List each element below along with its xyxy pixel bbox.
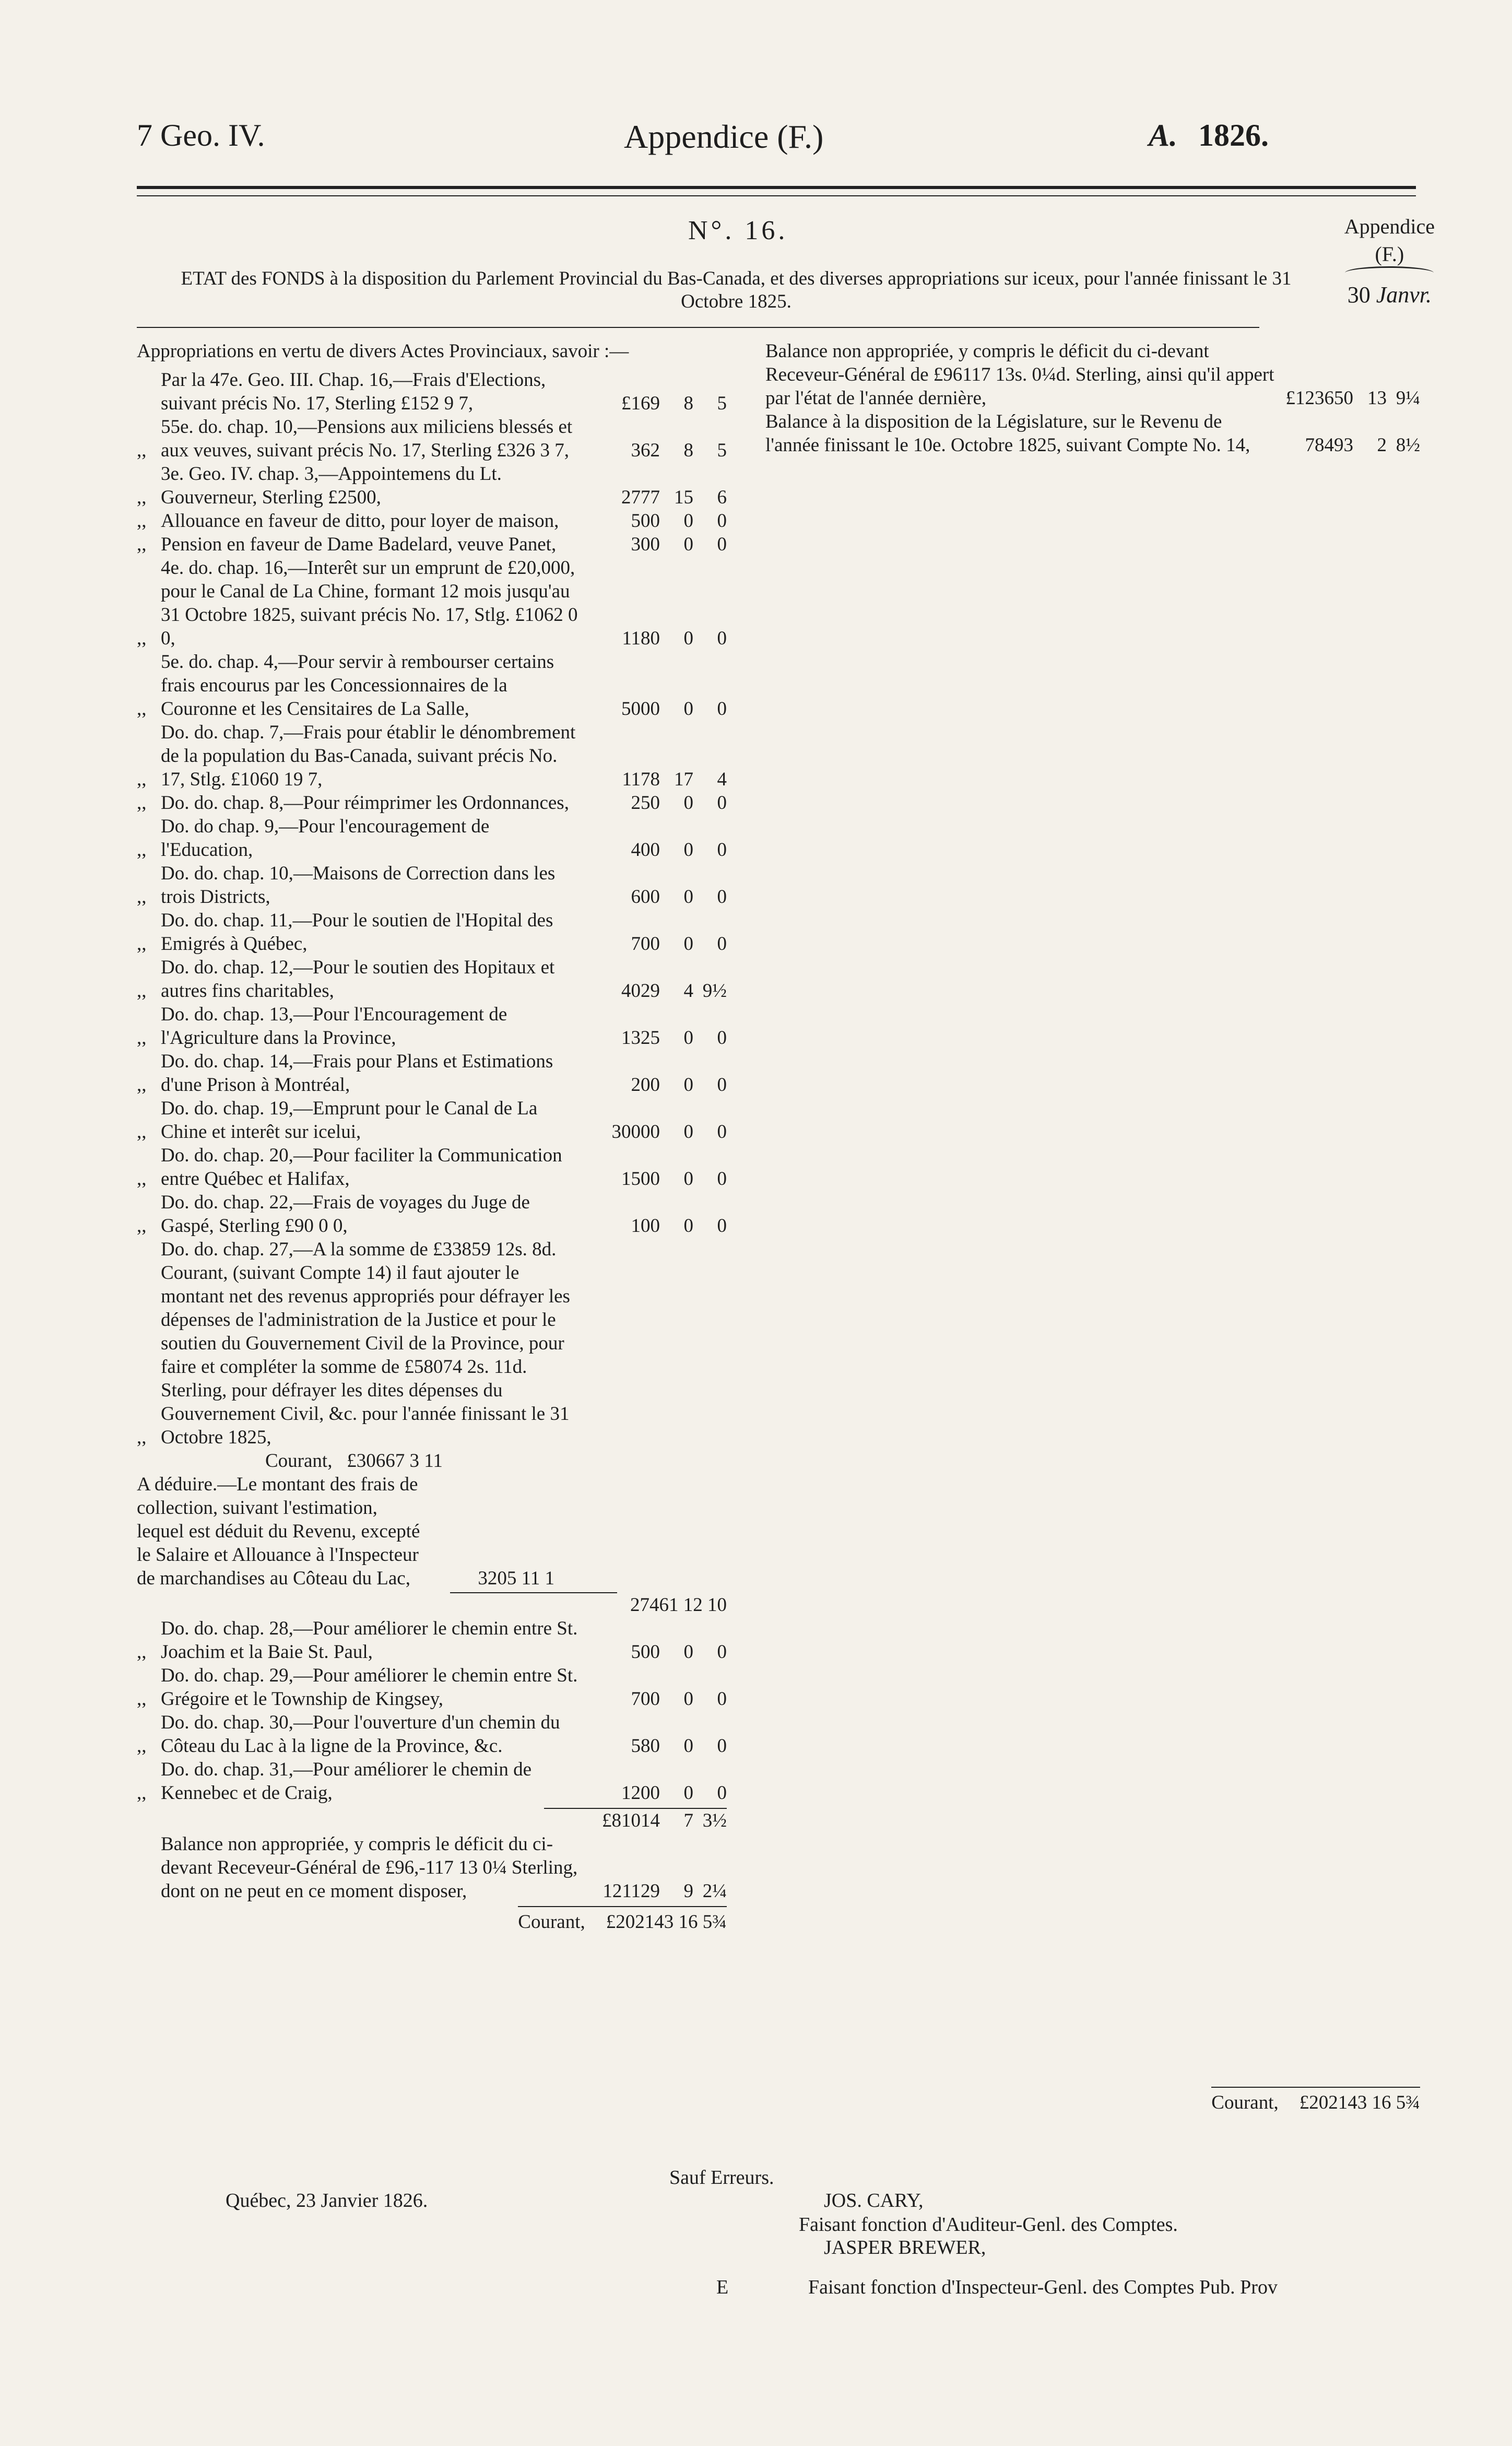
appropriation-list bbox=[137, 368, 727, 1238]
item-amount: 1500 0 0 bbox=[621, 1168, 727, 1190]
item-description: Do. do. chap. 20,—Pour faciliter la Communication entre Québec et Halifax, bbox=[161, 1145, 562, 1190]
deduction-amount: 3205 11 1 bbox=[478, 1568, 554, 1589]
list-item: ,, Do. do. chap. 22,—Frais de voyages du Juge de Gaspé, Sterling £90 0 0, 100 0 0 bbox=[137, 1192, 727, 1237]
item-amount: 5000 0 0 bbox=[621, 698, 727, 720]
item-amount: 500 0 0 bbox=[631, 510, 727, 532]
item-amount: 250 0 0 bbox=[631, 792, 727, 814]
document-number: N°. 16. bbox=[688, 216, 788, 245]
list-item: ,, 55e. do. chap. 10,—Pensions aux miliciens blessés et aux veuves, suivant précis No. 17, Sterling £326 3 7, 362 8 5 bbox=[137, 416, 727, 461]
chap27-courant: Courant, £30667 3 11 bbox=[265, 1450, 443, 1472]
signer-name-2: JASPER BREWER, bbox=[824, 2237, 986, 2259]
item-description: Balance non appropriée, y compris le déficit du ci-devant Receveur-Général de £96117 13s. 0¼d. Sterling, ainsi qu'il appert par l'état de l'année dernière, bbox=[765, 340, 1274, 409]
item-description: Do. do. chap. 29,—Pour améliorer le chemin entre St. Grégoire et le Township de Kingsey, bbox=[161, 1665, 578, 1710]
header-year-block bbox=[1149, 117, 1269, 154]
item-description: Do. do. chap. 22,—Frais de voyages du Juge de Gaspé, Sterling £90 0 0, bbox=[161, 1192, 530, 1237]
item-description: Do. do chap. 9,—Pour l'encouragement de l'Education, bbox=[161, 816, 490, 861]
list-item: ,, Do. do. chap. 29,—Pour améliorer le chemin entre St. Grégoire et le Township de Kingsey, 700 0 0 bbox=[137, 1665, 727, 1710]
list-item: ,, Do. do chap. 9,—Pour l'encouragement de l'Education, 400 0 0 bbox=[137, 816, 727, 861]
list-item: ,, 5e. do. chap. 4,—Pour servir à rembourser certains frais encourus par les Concessionnaires de la Couronne et les Censitaires de La Salle, 5000 0 0 bbox=[137, 651, 727, 720]
item-amount: £169 8 5 bbox=[621, 393, 727, 414]
list-item: ,, Pension en faveur de Dame Badelard, veuve Panet, 300 0 0 bbox=[137, 534, 727, 555]
right-total-amount: £202143 16 5¾ bbox=[1299, 2092, 1420, 2113]
total-rule-right bbox=[1211, 2087, 1420, 2088]
appropriations-intro: Appropriations en vertu de divers Actes Provinciaux, savoir :— bbox=[137, 340, 629, 362]
header-year: 1826. bbox=[1198, 118, 1269, 152]
errors-note: Sauf Erreurs. bbox=[669, 2167, 774, 2189]
list-item: ,, Do. do. chap. 30,—Pour l'ouverture d'un chemin du Côteau du Lac à la ligne de la Province, &c. 580 0 0 bbox=[137, 1712, 727, 1757]
item-description: 4e. do. chap. 16,—Interêt sur un emprunt de £20,000, pour le Canal de La Chine, formant 12 mois jusqu'au 31 Octobre 1825, suivant précis No. 17, Stlg. £1062 0 0, bbox=[161, 557, 578, 649]
title-rule bbox=[137, 327, 1259, 328]
list-item bbox=[741, 339, 1420, 410]
side-note-brace bbox=[1345, 266, 1434, 279]
chap27-entry bbox=[137, 1238, 727, 1617]
item-description: Do. do. chap. 13,—Pour l'Encouragement de l'Agriculture dans la Province, bbox=[161, 1004, 507, 1049]
item-amount: 1200 0 0 bbox=[621, 1782, 727, 1804]
document-title: ETAT des FONDS à la disposition du Parlement Provincial du Bas-Canada, et des diverses appropriations sur iceux, pour l'année finissant le 31 Octobre 1825. bbox=[181, 268, 1292, 312]
right-total-block bbox=[898, 2084, 1420, 2114]
list-item: ,, Do. do. chap. 20,—Pour faciliter la Communication entre Québec et Halifax, 1500 0 0 bbox=[137, 1145, 727, 1190]
appropriation-list-2 bbox=[137, 1617, 727, 1805]
item-description: Do. do. chap. 7,—Frais pour établir le dénombrement de la population du Bas-Canada, suivant précis No. 17, Stlg. £1060 19 7, bbox=[161, 722, 576, 790]
chap27-net-amount: 27461 12 10 bbox=[630, 1594, 727, 1616]
deduction-block bbox=[137, 1473, 727, 1617]
balance-text: Balance non appropriée, y compris le déficit du ci-devant Receveur-Général de £96,-117 13 0¼ Sterling, dont on ne peut en ce moment disposer, bbox=[161, 1833, 578, 1902]
chap27-text: Do. do. chap. 27,—A la somme de £33859 12s. 8d. Courant, (suivant Compte 14) il faut ajouter le montant net des revenus appropriés pour défrayer les dépenses de l'administration de la Justice et pour le soutien du Gouvernement Civil de la Province, pour faire et compléter la somme de £58074 2s. 11d. Sterling, pour défrayer les dites dépenses du Gouvernement Civil, &c. pour l'année finissant le 31 Octobre 1825, bbox=[161, 1239, 570, 1448]
list-item: ,, Do. do. chap. 19,—Emprunt pour le Canal de La Chine et interêt sur icelui, 30000 0 0 bbox=[137, 1098, 727, 1143]
signer-role-1: Faisant fonction d'Auditeur-Genl. des Comptes. bbox=[799, 2214, 1178, 2236]
header-rule-thick bbox=[137, 186, 1416, 189]
item-amount: 78493 2 8½ bbox=[1305, 434, 1420, 456]
list-item bbox=[741, 410, 1420, 457]
item-description: Do. do. chap. 19,—Emprunt pour le Canal de La Chine et interêt sur icelui, bbox=[161, 1098, 538, 1143]
list-item: ,, Do. do. chap. 11,—Pour le soutien de l'Hopital des Emigrés à Québec, 700 0 0 bbox=[137, 910, 727, 955]
item-amount: 500 0 0 bbox=[631, 1641, 727, 1663]
signer-name-1: JOS. CARY, bbox=[824, 2190, 924, 2212]
item-amount: 600 0 0 bbox=[631, 886, 727, 908]
item-description: 55e. do. chap. 10,—Pensions aux miliciens blessés et aux veuves, suivant précis No. 17, Sterling £326 3 7, bbox=[161, 416, 573, 461]
list-item: ,, 4e. do. chap. 16,—Interêt sur un emprunt de £20,000, pour le Canal de La Chine, formant 12 mois jusqu'au 31 Octobre 1825, suivant précis No. 17, Stlg. £1062 0 0, 1180 0 0 bbox=[137, 557, 727, 649]
list-item bbox=[137, 368, 727, 415]
header-appendix: Appendice (F.) bbox=[624, 118, 824, 155]
item-description: Do. do. chap. 30,—Pour l'ouverture d'un chemin du Côteau du Lac à la ligne de la Province, &c. bbox=[161, 1712, 560, 1757]
item-amount: 580 0 0 bbox=[631, 1735, 727, 1757]
left-total-row: Courant, £202143 16 5¾ bbox=[518, 1911, 727, 1933]
side-note bbox=[1344, 214, 1435, 308]
list-item: ,, Do. do. chap. 10,—Maisons de Correction dans les trois Districts, 600 0 0 bbox=[137, 863, 727, 908]
side-note-date: 30 Janvr. bbox=[1347, 282, 1432, 308]
list-item: ,, Do. do. chap. 31,—Pour améliorer le chemin de Kennebec et de Craig, 1200 0 0 bbox=[137, 1759, 727, 1804]
item-amount: 200 0 0 bbox=[631, 1074, 727, 1096]
item-amount: 30000 0 0 bbox=[611, 1121, 727, 1143]
item-amount: 1180 0 0 bbox=[622, 628, 727, 649]
deduction-text: A déduire.—Le montant des frais de collection, suivant l'estimation, lequel est déduit du Revenu, excepté le Salaire et Allouance à l'Inspecteur de marchandises au Côteau du Lac, bbox=[137, 1474, 420, 1589]
list-item: ,, Allouance en faveur de ditto, pour loyer de maison, 500 0 0 bbox=[137, 510, 727, 532]
list-item: ,, Do. do. chap. 8,—Pour réimprimer les Ordonnances, 250 0 0 bbox=[137, 792, 727, 814]
list-item: ,, Do. do. chap. 28,—Pour améliorer le chemin entre St. Joachim et la Baie St. Paul, 500 0 0 bbox=[137, 1618, 727, 1663]
signer-role-2: Faisant fonction d'Inspecteur-Genl. des Comptes Pub. Prov bbox=[808, 2276, 1278, 2298]
list-item: ,, Do. do. chap. 12,—Pour le soutien des Hopitaux et autres fins charitables, 4029 4 9½ bbox=[137, 957, 727, 1002]
item-amount: 362 8 5 bbox=[631, 440, 727, 461]
list-item: ,, Do. do. chap. 13,—Pour l'Encouragement de l'Agriculture dans la Province, 1325 0 0 bbox=[137, 1004, 727, 1049]
item-description: Pension en faveur de Dame Badelard, veuve Panet, bbox=[161, 534, 557, 555]
item-description: Allouance en faveur de ditto, pour loyer de maison, bbox=[161, 510, 559, 532]
total-rule-left bbox=[518, 1906, 727, 1907]
side-note-letter: (F.) bbox=[1375, 242, 1404, 266]
balance-row: Balance non appropriée, y compris le déficit du ci-devant Receveur-Général de £96,-117 13 0¼ Sterling, dont on ne peut en ce moment disposer, 121129 9 2¼ bbox=[137, 1832, 727, 1903]
item-description: 3e. Geo. IV. chap. 3,—Appointemens du Lt. Gouverneur, Sterling £2500, bbox=[161, 463, 502, 508]
item-description: Par la 47e. Geo. III. Chap. 16,—Frais d'Elections, suivant précis No. 17, Sterling £152 9 7, bbox=[161, 369, 546, 414]
item-description: Do. do. chap. 8,—Pour réimprimer les Ordonnances, bbox=[161, 792, 569, 814]
list-item: ,, Do. do. chap. 7,—Frais pour établir le dénombrement de la population du Bas-Canada, suivant précis No. 17, Stlg. £1060 19 7, 1178 17 4 bbox=[137, 722, 727, 790]
right-total-row: Courant, £202143 16 5¾ bbox=[1211, 2092, 1420, 2113]
item-amount: £123650 13 9¼ bbox=[1285, 387, 1420, 409]
item-description: Do. do. chap. 14,—Frais pour Plans et Estimations d'une Prison à Montréal, bbox=[161, 1051, 553, 1096]
header-rule-thin bbox=[137, 195, 1416, 196]
item-description: 5e. do. chap. 4,—Pour servir à rembourser certains frais encourus par les Concessionnaires de la Couronne et les Censitaires de La Salle, bbox=[161, 651, 554, 720]
list-item: ,, 3e. Geo. IV. chap. 3,—Appointemens du Lt. Gouverneur, Sterling £2500, 2777 15 6 bbox=[137, 463, 727, 508]
item-description: Do. do. chap. 28,—Pour améliorer le chemin entre St. Joachim et la Baie St. Paul, bbox=[161, 1618, 578, 1663]
header-regnal-year: 7 Geo. IV. bbox=[137, 118, 265, 152]
place-date: Québec, 23 Janvier 1826. bbox=[226, 2190, 428, 2212]
item-description: Do. do. chap. 10,—Maisons de Correction dans les trois Districts, bbox=[161, 863, 556, 908]
item-description: Do. do. chap. 12,—Pour le soutien des Hopitaux et autres fins charitables, bbox=[161, 957, 555, 1002]
item-amount: 100 0 0 bbox=[631, 1215, 727, 1237]
list-item: ,, Do. do. chap. 27,—A la somme de £33859 12s. 8d. Courant, (suivant Compte 14) il faut ajouter le montant net des revenus appropriés pour défrayer les dépenses de l'administration de la Justice et pour le soutien du Gouvernement Civil de la Province, pour faire et compléter la somme de £58074 2s. 11d. Sterling, pour défrayer les dites dépenses du Gouvernement Civil, &c. pour l'année finissant le 31 Octobre 1825, bbox=[137, 1238, 727, 1449]
funds-column bbox=[741, 339, 1420, 2113]
item-amount: 400 0 0 bbox=[631, 839, 727, 861]
item-amount: 1325 0 0 bbox=[621, 1027, 727, 1049]
subtotal-row: £81014 7 3½ bbox=[602, 1810, 727, 1831]
list-item: ,, Do. do. chap. 14,—Frais pour Plans et Estimations d'une Prison à Montréal, 200 0 0 bbox=[137, 1051, 727, 1096]
funds-list bbox=[741, 339, 1420, 457]
side-note-appendix: Appendice bbox=[1344, 215, 1435, 238]
item-amount: 700 0 0 bbox=[631, 933, 727, 955]
signature-letter: E bbox=[716, 2276, 729, 2298]
item-amount: 2777 15 6 bbox=[621, 487, 727, 508]
item-description: Do. do. chap. 11,—Pour le soutien de l'Hopital des Emigrés à Québec, bbox=[161, 910, 553, 955]
item-description: Balance à la disposition de la Législature, sur le Revenu de l'année finissant le 10e. Octobre 1825, suivant Compte No. 14, bbox=[765, 411, 1250, 456]
item-amount: 4029 4 9½ bbox=[621, 980, 727, 1002]
header-letter: A. bbox=[1149, 118, 1178, 152]
item-amount: 700 0 0 bbox=[631, 1688, 727, 1710]
item-amount: 1178 17 4 bbox=[622, 769, 727, 790]
item-description: Do. do. chap. 31,—Pour améliorer le chemin de Kennebec et de Craig, bbox=[161, 1759, 531, 1804]
item-amount: 300 0 0 bbox=[631, 534, 727, 555]
appropriations-column bbox=[137, 339, 727, 1934]
left-total-amount: £202143 16 5¾ bbox=[606, 1911, 727, 1933]
